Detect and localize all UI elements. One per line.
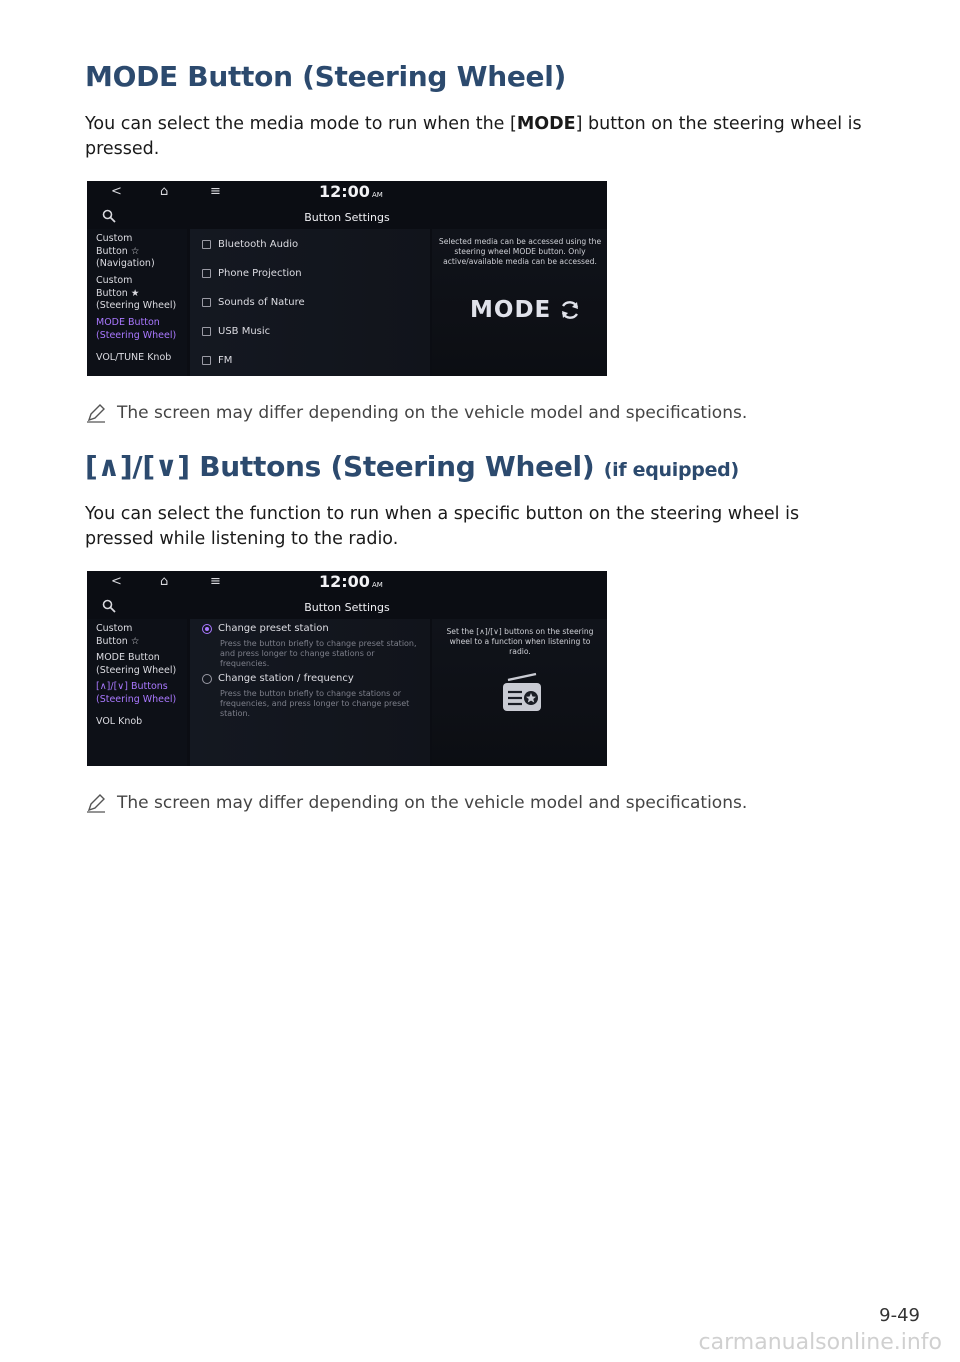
- radio-button-selected[interactable]: [202, 624, 212, 634]
- note-text: The screen may differ depending on the vehicle model and specifications.: [117, 403, 748, 423]
- option-label: Bluetooth Audio: [218, 239, 299, 250]
- option-label: Sounds of Nature: [218, 297, 305, 308]
- sidebar-item-mode-button[interactable]: MODE Button (Steering Wheel): [96, 317, 177, 341]
- checkbox[interactable]: [202, 269, 211, 278]
- option-bluetooth-audio[interactable]: [202, 239, 298, 250]
- sidebar-item-vol-tune-knob[interactable]: VOL/TUNE Knob: [96, 352, 172, 363]
- body-text-part: ] button on the steering wheel is pressed.: [85, 114, 862, 159]
- menu-icon[interactable]: ≡: [210, 184, 221, 199]
- screen-title: Button Settings: [304, 601, 390, 614]
- function-options-list: [190, 619, 430, 766]
- page-number: 9-49: [879, 1305, 920, 1326]
- if-equipped-label: (if equipped): [603, 459, 739, 481]
- option-change-preset-station[interactable]: [202, 623, 329, 634]
- media-options-list: [190, 229, 430, 376]
- watermark: carmanualsonline.info: [698, 1330, 942, 1355]
- option-usb-music[interactable]: [202, 326, 270, 337]
- sidebar-item-vol-knob[interactable]: VOL Knob: [96, 716, 143, 727]
- note-screen-may-differ: [85, 402, 747, 424]
- clock: 12:00 AM: [319, 572, 383, 591]
- section-body-arrow-buttons: You can select the function to run when a specific button on the steering wheel is pressed while listening to the radio.: [85, 504, 800, 549]
- sidebar-item-custom-button-steering[interactable]: Custom Button ★ (Steering Wheel): [96, 275, 177, 311]
- checkbox[interactable]: [202, 298, 211, 307]
- option-label: Phone Projection: [218, 268, 302, 279]
- checkbox[interactable]: [202, 356, 211, 365]
- settings-sidebar: [87, 229, 187, 376]
- section-title-mode-button: MODE Button (Steering Wheel): [85, 60, 566, 93]
- section-title-arrow-buttons: [85, 450, 739, 483]
- sidebar-item-custom-button-navigation[interactable]: Custom Button ☆ (Navigation): [96, 233, 155, 269]
- checkbox[interactable]: [202, 240, 211, 249]
- option-label: USB Music: [218, 326, 271, 337]
- panel-description: Selected media can be accessed using the steering wheel MODE button. Only active/available media can be accessed.: [438, 237, 602, 266]
- info-panel: [432, 229, 607, 376]
- section-body-mode-button: [85, 112, 865, 162]
- home-icon[interactable]: ⌂: [160, 574, 169, 589]
- sidebar-item-arrow-buttons[interactable]: [∧]/[∨] Buttons (Steering Wheel): [96, 681, 177, 705]
- option-phone-projection[interactable]: [202, 268, 302, 279]
- status-bar: [87, 181, 607, 205]
- option-label: Change station / frequency: [218, 673, 354, 684]
- back-icon[interactable]: <: [111, 574, 122, 589]
- body-text-bold: MODE: [516, 114, 576, 134]
- option-label: FM: [218, 355, 233, 366]
- checkbox[interactable]: [202, 327, 211, 336]
- option-label: Change preset station: [218, 623, 329, 634]
- section-title-text: [∧]/[∨] Buttons (Steering Wheel): [85, 450, 595, 483]
- option-change-station-frequency[interactable]: [202, 673, 354, 684]
- option-description: Press the button briefly to change preset station, and press longer to change stations or frequencies.: [220, 639, 417, 668]
- radio-icon: [500, 671, 544, 715]
- mode-label: MODE: [470, 297, 552, 323]
- body-text-part: You can select the media mode to run when the [: [85, 114, 517, 134]
- radio-button[interactable]: [202, 674, 212, 684]
- note-text: The screen may differ depending on the vehicle model and specifications.: [117, 793, 748, 813]
- settings-sidebar: [87, 619, 187, 766]
- pencil-icon: [85, 402, 107, 424]
- option-description: Press the button briefly to change stations or frequencies, and press longer to change preset station.: [220, 689, 410, 718]
- clock: 12:00 AM: [319, 182, 383, 201]
- mode-button-illustration: [470, 297, 581, 323]
- pencil-icon: [85, 792, 107, 814]
- refresh-icon: [559, 299, 581, 321]
- note-screen-may-differ: [85, 792, 747, 814]
- screenshot-arrow-button-settings: [87, 571, 607, 766]
- status-bar: [87, 571, 607, 595]
- option-sounds-of-nature[interactable]: [202, 297, 305, 308]
- sidebar-item-custom-button[interactable]: Custom Button ☆: [96, 623, 140, 647]
- home-icon[interactable]: ⌂: [160, 184, 169, 199]
- screen-title: Button Settings: [304, 211, 390, 224]
- panel-description: Set the [∧]/[∨] buttons on the steering wheel to a function when listening to radio.: [446, 627, 594, 656]
- screenshot-mode-button-settings: [87, 181, 607, 376]
- info-panel: [432, 619, 607, 766]
- back-icon[interactable]: <: [111, 184, 122, 199]
- sidebar-item-mode-button[interactable]: MODE Button (Steering Wheel): [96, 652, 177, 676]
- option-fm[interactable]: [202, 355, 232, 366]
- menu-icon[interactable]: ≡: [210, 574, 221, 589]
